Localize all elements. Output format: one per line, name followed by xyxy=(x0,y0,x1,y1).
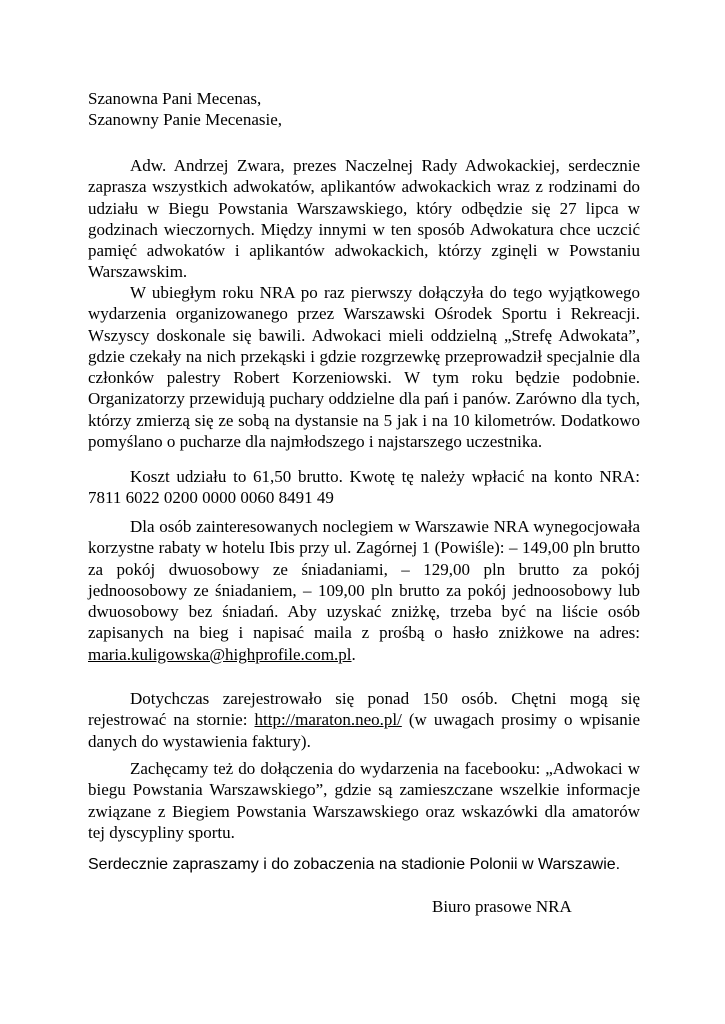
salutation-line-1: Szanowna Pani Mecenas, xyxy=(88,89,262,108)
salutation-line-2: Szanowny Panie Mecenasie, xyxy=(88,110,283,130)
paragraph-hotel xyxy=(88,516,640,665)
registration-link[interactable]: http://maraton.neo.pl/ xyxy=(254,710,402,730)
paragraph-fee: Koszt udziału to 61,50 brutto. Kwotę tę należy wpłacić na konto NRA: 7811 6022 0200 0000 0060 8491 49 xyxy=(88,467,640,508)
closing-line: Serdecznie zapraszamy i do zobaczenia na stadionie Polonii w Warszawie. xyxy=(88,856,621,873)
paragraph-last-year: W ubiegłym roku NRA po raz pierwszy dołączyła do tego wyjątkowego wydarzenia organizowanego przez Warszawski Ośrodek Sportu i Rekreacji. Wszyscy doskonale się bawili. Adwokaci mieli oddzielną „Strefę Adwokata”, gdzie czekały na nich przekąski i gdzie rozgrzewkę przeprowadził specjalnie dla członków palestry Robert Korzeniowski. W tym roku będzie podobnie. Organizatorzy przewidują puchary oddzielne dla pań i panów. Zarówno dla tych, którzy zmierzą się ze sobą na dystansie na 5 jak i na 10 kilometrów. Dodatkowo pomyślano o pucharze dla najmłodszego i najstarszego uczestnika. xyxy=(88,283,640,452)
registration-text-end: (w uwagach prosimy o wpisanie danych do wystawienia faktury). xyxy=(88,710,640,751)
paragraph-invitation: Adw. Andrzej Zwara, prezes Naczelnej Rady Adwokackiej, serdecznie zaprasza wszystkich adwokatów, aplikantów adwokackich wraz z rodzinami do udziału w Biegu Powstania Warszawskiego, który odbędzie się 27 lipca w godzinach wieczornych. Między innymi w ten sposób Adwokatura chce uczcić pamięć adwokatów i aplikantów adwokackich, którzy zginęli w Powstaniu Warszawskim. xyxy=(88,156,640,282)
paragraph-facebook: Zachęcamy też do dołączenia do wydarzenia na facebooku: „Adwokaci w biegu Powstania Warszawskiego”, gdzie są zamieszczane wszelkie informacje związane z Biegiem Powstania Warszawskiego oraz wskazówki dla amatorów tej dyscypliny sportu. xyxy=(88,759,640,842)
paragraph-registration xyxy=(88,688,640,752)
hotel-text-end: . xyxy=(351,644,356,664)
hotel-text: Dla osób zainteresowanych noclegiem w Warszawie NRA wynegocjowała korzystne rabaty w hotelu Ibis przy ul. Zagórnej 1 (Powiśle): – 149,00 pln brutto za pokój dwuosobowy ze śniadaniami, – 129,00 pln brutto za pokój jednoosobowy ze śniadaniem, – 109,00 pln brutto za pokój jednoosobowy lub dwuosobowy bez śniadań. Aby uzyskać zniżkę, trzeba być na liście osób zapisanych na bieg i napisać maila z prośbą o hasło zniżkowe na adres: xyxy=(88,517,640,643)
email-link[interactable]: maria.kuligowska@highprofile.com.pl xyxy=(88,644,352,664)
signature: Biuro prasowe NRA xyxy=(432,897,572,916)
registration-text: Dotychczas zarejestrowało się ponad 150 osób. Chętni mogą się rejestrować na stornie: xyxy=(88,689,640,730)
salutation xyxy=(88,88,648,131)
